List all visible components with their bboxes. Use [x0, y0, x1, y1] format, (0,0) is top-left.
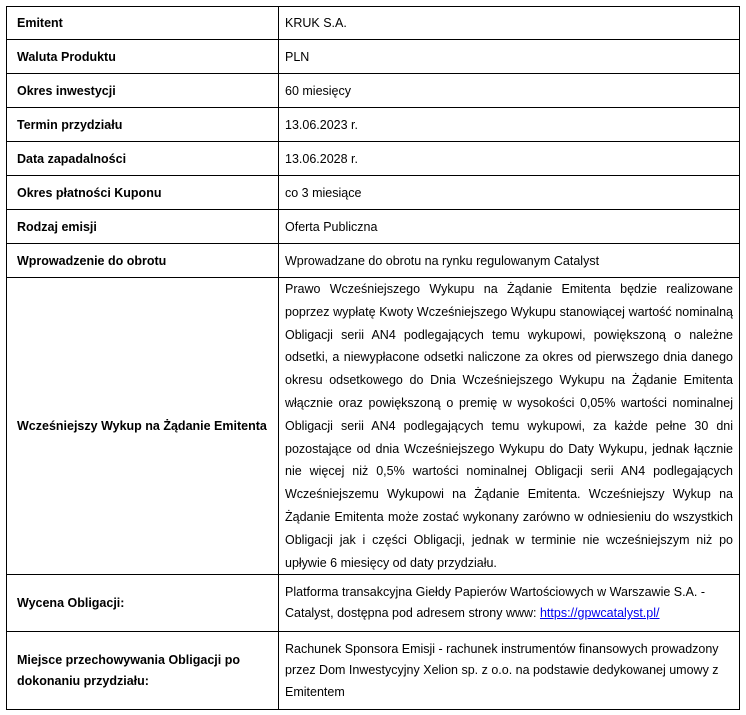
row-label: Waluta Produktu — [7, 40, 279, 74]
row-value: KRUK S.A. — [279, 7, 740, 40]
row-label: Wycena Obligacji: — [7, 575, 279, 632]
row-label: Okres inwestycji — [7, 74, 279, 108]
row-label: Emitent — [7, 7, 279, 40]
table-row — [7, 108, 740, 142]
row-value: Prawo Wcześniejszego Wykupu na Żądanie Emitenta będzie realizowane poprzez wypłatę Kwoty Wcześniejszego Wykupu stanowiącej wartość nominalną Obligacji serii AN4 podlegających temu wykupowi, powiększoną o należne odsetki, a niewypłacone odsetki naliczone za okres od pierwszego dnia danego okresu odsetkowego do Dnia Wcześniejszego Wykupu na Żądanie Emitenta włącznie oraz powiększoną o premię w wysokości 0,05% wartości nominalnej Obligacji serii AN4 podlegających temu wykupowi, za każde pełne 30 dni pozostające od dnia Wcześniejszego Wykupu do Daty Wykupu, jednak łącznie nie więcej niż 0,5% wartości nominalnej Obligacji serii AN4 podlegających Wcześniejszemu Wykupowi na Żądanie Emitenta. Wcześniejszy Wykup na Żądanie Emitenta może zostać wykonany zarówno w odniesieniu do wszystkich Obligacji jak i części Obligacji, jednak w terminie nie wcześniejszym niż po upływie 6 miesięcy od daty przydziału. — [279, 278, 740, 575]
table-row — [7, 575, 740, 632]
table-row — [7, 278, 740, 575]
table-row — [7, 40, 740, 74]
row-value: Rachunek Sponsora Emisji - rachunek instrumentów finansowych prowadzony przez Dom Inwestycyjny Xelion sp. z o.o. na podstawie dedykowanej umowy z Emitentem — [279, 632, 740, 710]
bond-spec-table — [6, 6, 740, 710]
table-row — [7, 632, 740, 710]
row-label: Data zapadalności — [7, 142, 279, 176]
row-label: Wprowadzenie do obrotu — [7, 244, 279, 278]
row-value: Oferta Publiczna — [279, 210, 740, 244]
row-label: Termin przydziału — [7, 108, 279, 142]
table-row — [7, 210, 740, 244]
table-row — [7, 142, 740, 176]
gpw-catalyst-link[interactable]: https://gpwcatalyst.pl/ — [539, 606, 660, 621]
row-value — [279, 575, 740, 632]
row-value: co 3 miesiące — [279, 176, 740, 210]
table-row — [7, 244, 740, 278]
row-value: PLN — [279, 40, 740, 74]
table-row — [7, 7, 740, 40]
row-label: Wcześniejszy Wykup na Żądanie Emitenta — [7, 278, 279, 575]
row-value: 13.06.2023 r. — [279, 108, 740, 142]
table-row — [7, 74, 740, 108]
row-value: 13.06.2028 r. — [279, 142, 740, 176]
row-label: Rodzaj emisji — [7, 210, 279, 244]
row-value: Wprowadzane do obrotu na rynku regulowanym Catalyst — [279, 244, 740, 278]
row-label: Okres płatności Kuponu — [7, 176, 279, 210]
table-row — [7, 176, 740, 210]
row-value: 60 miesięcy — [279, 74, 740, 108]
valuation-text: Platforma transakcyjna Giełdy Papierów Wartościowych w Warszawie S.A. - Catalyst, dostępna pod adresem strony www: — [285, 584, 706, 621]
row-label: Miejsce przechowywania Obligacji po dokonaniu przydziału: — [7, 632, 279, 710]
